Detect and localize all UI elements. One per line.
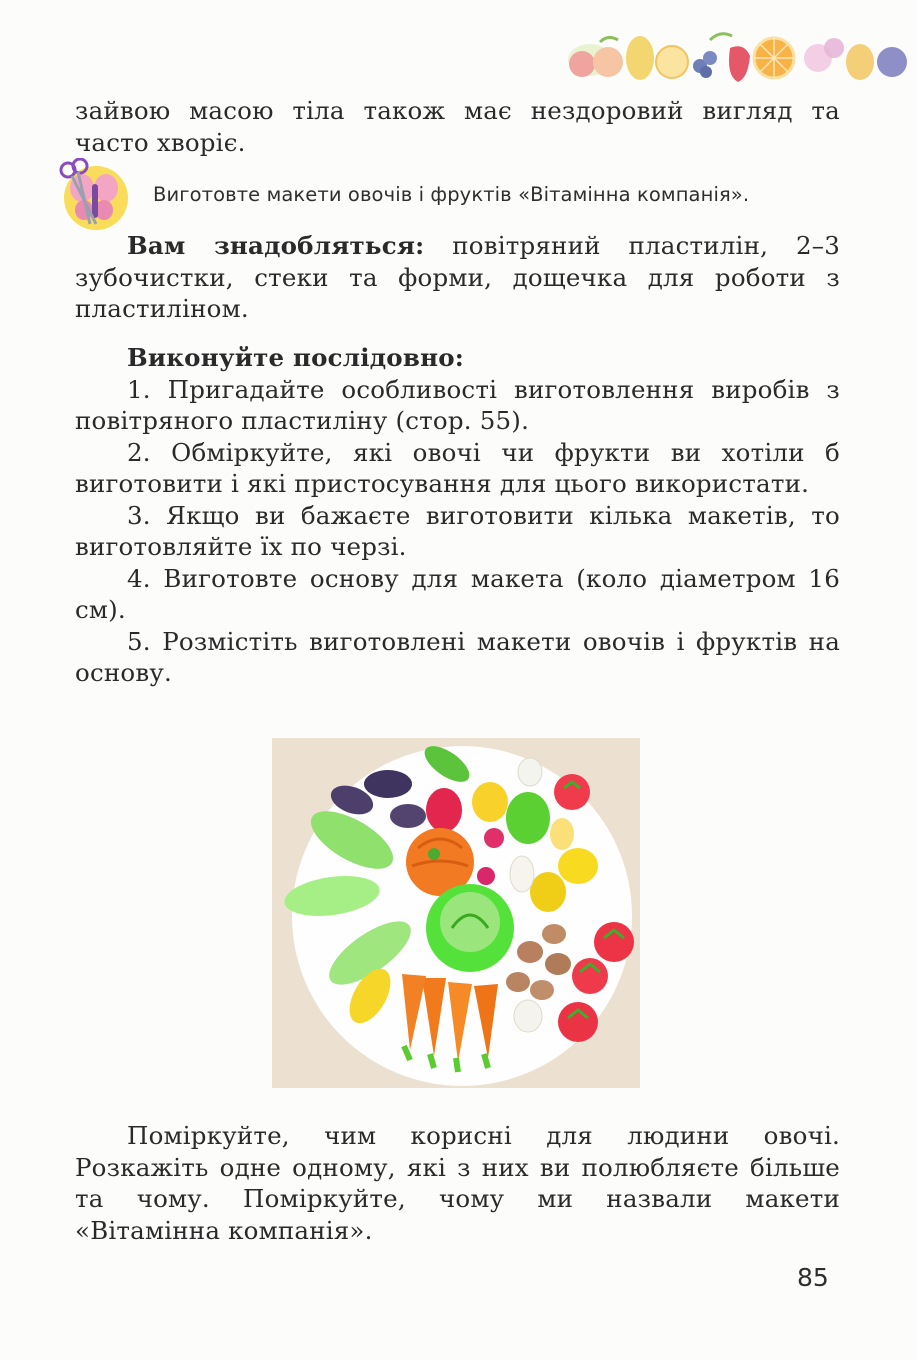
- page-number: 85: [797, 1263, 829, 1292]
- step-item: 5. Розмістіть виготовлені макети овочів і фруктів на основу.: [75, 626, 840, 687]
- step-item: 3. Якщо ви бажаєте виготовити кілька макетів, то виготовляйте їх по черзі.: [75, 500, 840, 561]
- discussion-paragraph: Поміркуйте, чим корисні для людини овочі. Розкажіть одне одному, які з них ви полюбляєте більше та чому. Поміркуйте, чому ми назвали макети «Вітамінна компанія».: [75, 1121, 840, 1245]
- task-instruction: Виготовте макети овочів і фруктів «Вітамінна компанія».: [153, 183, 750, 206]
- continuation-paragraph: зайвою масою тіла також має нездоровий вигляд та часто хворіє.: [75, 96, 840, 157]
- materials-label: Вам знадобляться:: [127, 231, 425, 260]
- step-item: 2. Обміркуйте, які овочі чи фрукти ви хотіли б виготовити і які пристосування для цього використати.: [75, 437, 840, 498]
- materials-paragraph: [75, 230, 840, 325]
- steps-heading: Виконуйте послідовно:: [127, 343, 464, 372]
- fruit-decoration: [560, 18, 916, 88]
- plasticine-vegetables-photo: [272, 738, 640, 1088]
- steps-block: [75, 342, 840, 689]
- step-item: 4. Виготовте основу для макета (коло діаметром 16 см).: [75, 563, 840, 624]
- materials-text: повітряний пластилін, 2–3 зубочистки, стеки та форми, дощечка для роботи з пластиліном.: [75, 231, 840, 323]
- scissors-butterfly-icon: [56, 158, 134, 234]
- step-item: 1. Пригадайте особливості виготовлення виробів з повітряного пластиліну (стор. 55).: [75, 374, 840, 435]
